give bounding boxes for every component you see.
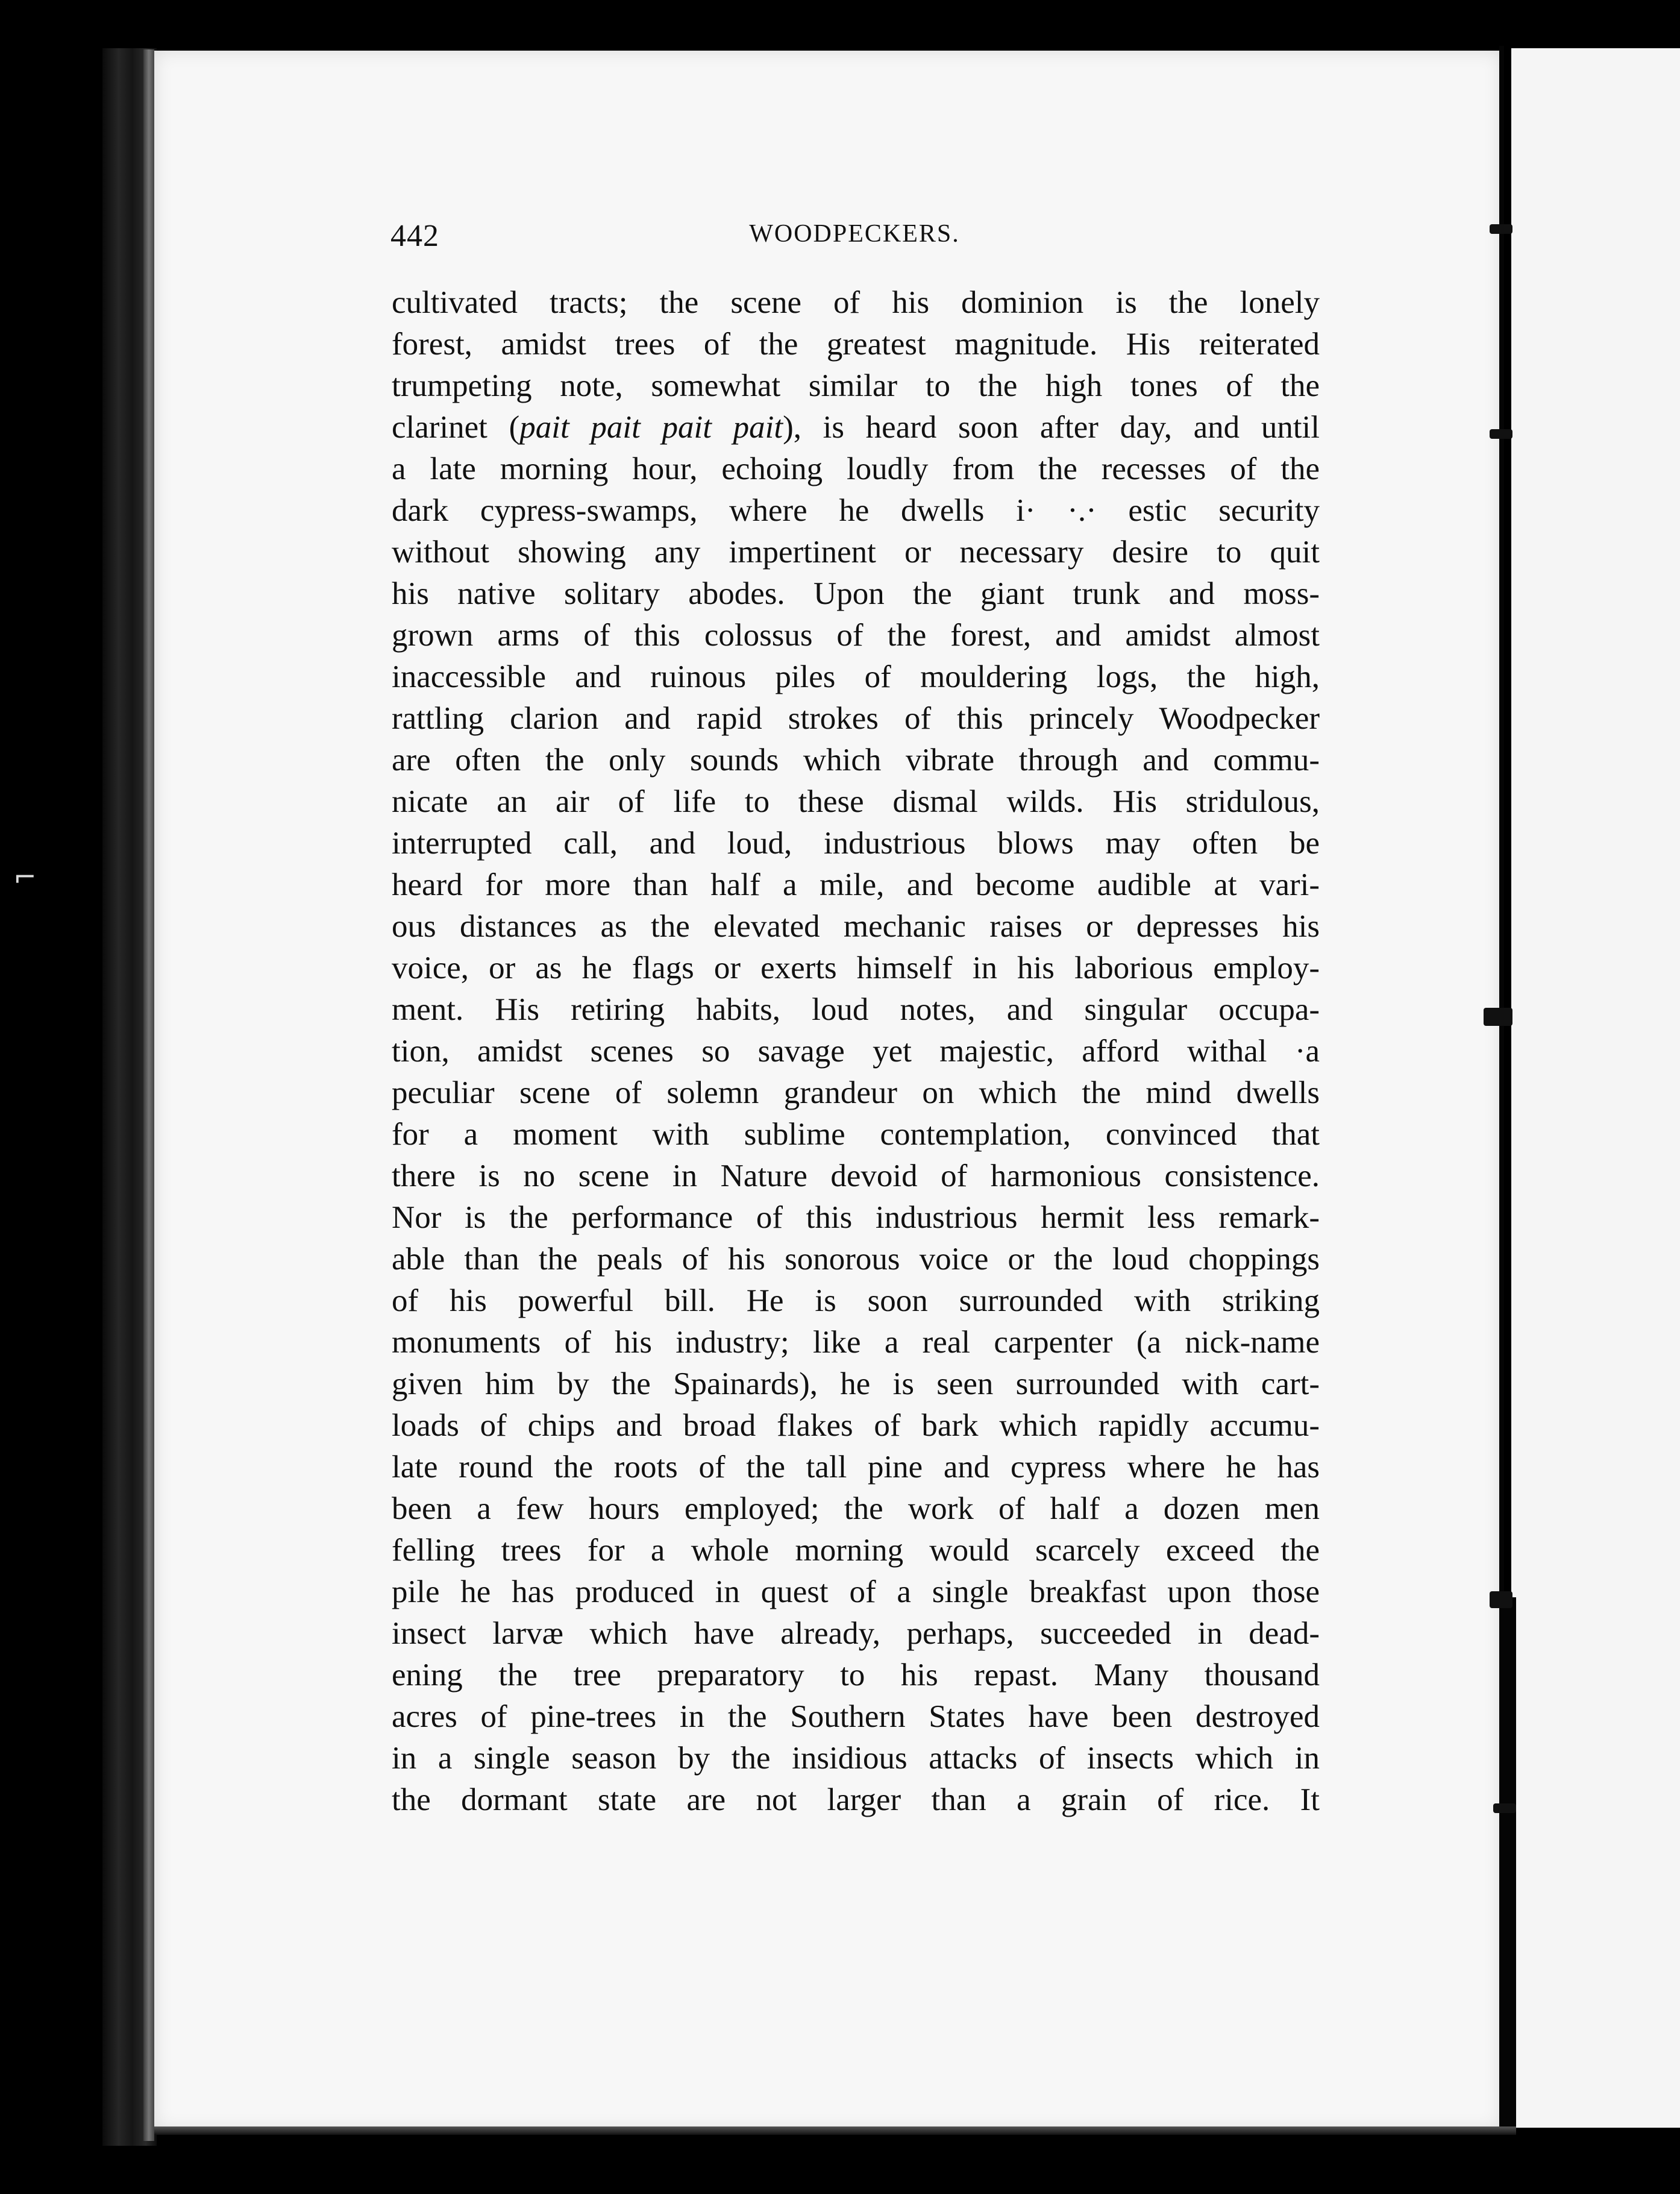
text-line: there is no scene in Nature devoid of harmonious consistence. (392, 1158, 1320, 1193)
text-line: for a moment with sublime contemplation, convinced that (392, 1117, 1320, 1152)
margin-tick (1490, 224, 1512, 234)
adjacent-page-edge (1511, 48, 1680, 2128)
binding-edge (143, 49, 154, 2141)
italic-text-segment: pait pait pait pait (519, 410, 783, 445)
text-line: are often the only sounds which vibrate through and commu- (392, 743, 1320, 778)
text-line: acres of pine-trees in the Southern States have been destroyed (392, 1699, 1320, 1734)
text-line: in a single season by the insidious attacks of insects which in (392, 1741, 1320, 1776)
text-line: ening the tree preparatory to his repast. Many thousand (392, 1658, 1320, 1693)
text-line: inaccessible and ruinous piles of mouldering logs, the high, (392, 659, 1320, 694)
margin-tick (1493, 1803, 1516, 1813)
margin-tick (1490, 429, 1512, 439)
text-line: voice, or as he flags or exerts himself in his laborious employ- (392, 951, 1320, 985)
text-line: tion, amidst scenes so savage yet majestic, afford withal ·a (392, 1034, 1320, 1069)
text-line: forest, amidst trees of the greatest magnitude. His reiterated (392, 327, 1320, 362)
text-line: felling trees for a whole morning would scarcely exceed the (392, 1533, 1320, 1568)
text-line: loads of chips and broad flakes of bark which rapidly accumu- (392, 1408, 1320, 1443)
page-bottom-edge (154, 2126, 1516, 2135)
text-line (392, 407, 1320, 448)
text-line: cultivated tracts; the scene of his dominion is the lonely (392, 285, 1320, 320)
text-segment: ), is heard soon after day, and until (783, 410, 1320, 445)
page-number: 442 (390, 219, 439, 253)
running-title: WOODPECKERS. (749, 220, 960, 248)
margin-mark: ⌐ (13, 861, 37, 893)
text-line: nicate an air of life to these dismal wilds. His stridulous, (392, 784, 1320, 819)
text-line: been a few hours employed; the work of half a dozen men (392, 1491, 1320, 1526)
text-line: grown arms of this colossus of the forest, and amidst almost (392, 618, 1320, 653)
text-line: given him by the Spainards), he is seen surrounded with cart- (392, 1366, 1320, 1401)
text-line: Nor is the performance of this industrious hermit less remark- (392, 1200, 1320, 1235)
text-line: of his powerful bill. He is soon surrounded with striking (392, 1283, 1320, 1318)
text-line: heard for more than half a mile, and become audible at vari- (392, 867, 1320, 902)
text-line: late round the roots of the tall pine and cypress where he has (392, 1450, 1320, 1485)
page-fold-line (1499, 46, 1504, 2131)
text-line: without showing any impertinent or necessary desire to quit (392, 535, 1320, 570)
text-line: able than the peals of his sonorous voice or the loud choppings (392, 1242, 1320, 1277)
text-line: his native solitary abodes. Upon the giant trunk and moss- (392, 576, 1320, 611)
page-fold-shadow (1504, 1597, 1516, 2128)
text-line: peculiar scene of solemn grandeur on which the mind dwells (392, 1075, 1320, 1110)
text-line: trumpeting note, somewhat similar to the high tones of the (392, 368, 1320, 403)
text-line: pile he has produced in quest of a single breakfast upon those (392, 1574, 1320, 1609)
text-line: a late morning hour, echoing loudly from the recesses of the (392, 451, 1320, 486)
text-line: dark cypress-swamps, where he dwells i· ·.· estic security (392, 493, 1320, 528)
text-line: the dormant state are not larger than a grain of rice. It (392, 1782, 1320, 1817)
text-segment: clarinet ( (392, 410, 520, 445)
text-line: rattling clarion and rapid strokes of this princely Woodpecker (392, 701, 1320, 736)
margin-tick (1484, 1008, 1512, 1026)
text-line: interrupted call, and loud, industrious blows may often be (392, 826, 1320, 861)
text-line: ment. His retiring habits, loud notes, and singular occupa- (392, 992, 1320, 1027)
body-text (392, 282, 1320, 1821)
text-line: insect larvæ which have already, perhaps, succeeded in dead- (392, 1616, 1320, 1651)
page-header (390, 218, 1318, 254)
text-line: ous distances as the elevated mechanic raises or depresses his (392, 909, 1320, 944)
text-line: monuments of his industry; like a real carpenter (a nick-name (392, 1325, 1320, 1360)
margin-tick (1490, 1591, 1512, 1608)
